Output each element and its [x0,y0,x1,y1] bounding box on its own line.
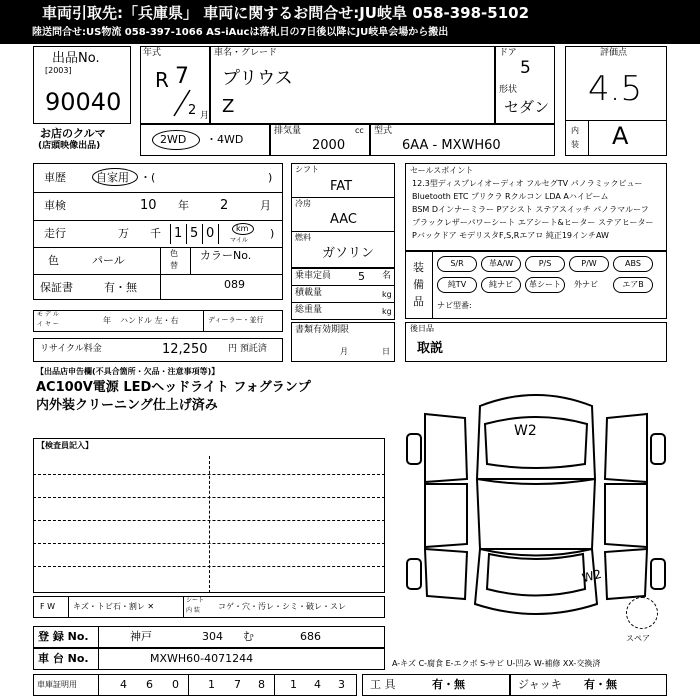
equip-pw: P/W [569,256,609,272]
cert-digit-4: 1 [208,678,215,691]
doc-expiry-month: 月 [340,347,348,356]
header-line2: 陸送問合せ:US物流 058-397-1066 AS-iAucは落札日の7日後以降にJU岐阜会場から搬出 [32,27,449,38]
later-items-box [405,322,667,362]
history-label: 車歴 [44,171,66,184]
color-code: 089 [224,278,245,291]
door-label: ドア [499,48,517,58]
sales-point-line-4: ブラックレザーパワーシート エアシート&ヒーター ステアヒーター [412,218,654,227]
equip-leather-aw: 革A/W [481,256,521,272]
later-items-label: 後日品 [410,324,434,333]
dealer-notes-line-2: 内外装クリーニング仕上げ済み [36,398,218,413]
aircon-label: 冷房 [295,199,311,208]
shop-video-label: (店頭映像出品) [38,141,101,151]
doc-expiry-label: 書類有効期限 [295,325,350,335]
inspection-year: 10 [140,198,157,213]
lot-number: 90040 [45,88,122,116]
color-code-label: カラーNo. [200,249,252,262]
shape-value: セダン [504,98,550,116]
year-era: R [155,68,169,92]
interior-label-1: 内 [571,126,579,135]
mileage-unit-mile: マイル [230,237,248,244]
mileage-digit-3: 0 [206,226,215,241]
gross-unit: kg [382,307,392,316]
sales-point-line-5: Pバックドア モデリスタF,S,Rエアロ 純正19インチAW [412,231,609,240]
score-label: 評価点 [600,48,628,58]
header-line1: 車両引取先:「兵庫県」 車両に関するお問合せ:JU岐阜 058-398-5102 [42,4,530,22]
dealer-value: ディーラー・並行 [208,316,264,324]
load-label: 積載量 [295,288,323,298]
drive-other: ・4WD [206,133,244,146]
shift-value: FAT [330,179,353,194]
displacement-label: 排気量 [274,126,302,136]
shop-car-label: お店のクルマ [40,127,106,140]
capacity-label: 乗車定員 [295,271,332,281]
color-change-label-1: 色 [170,249,178,258]
equipment-label-3: 品 [413,295,424,308]
cert-digit-9: 3 [338,678,345,691]
mileage-man: 万 [118,227,129,240]
equip-sr: S/R [437,256,477,272]
cert-digit-5: 7 [234,678,241,691]
model-year-unit: 年 [103,316,111,325]
fw-values: キズ・トビ石・割レ ✕ [73,602,155,611]
damage-mark-rear: W2 [580,566,603,586]
cert-digit-2: 6 [146,678,153,691]
lot-sub: [2003] [45,66,72,75]
navi-model-label: ナビ型番: [437,301,472,310]
year-label: 年式 [143,48,162,58]
door-value: 5 [520,58,531,78]
warranty-value: 有・無 [104,281,137,294]
equipment-label-1: 装 [413,261,424,274]
dealer-notes-line-1: AC100V電源 LEDヘッドライト フォグランプ [36,380,311,395]
jack-value: 有・無 [584,678,617,691]
inspection-label: 車検 [44,199,66,212]
mileage-digit-2: 5 [190,226,199,241]
lot-label: 出品No. [52,51,100,66]
handle-value: ハンドル 左・右 [120,316,179,325]
jack-label: ジャッキ [518,678,562,691]
shape-label: 形状 [499,85,518,95]
load-unit: kg [382,290,392,299]
spare-tire-icon [626,597,658,629]
equip-abs: ABS [613,256,653,272]
year-month: 2 [188,103,197,118]
dealer-notes-label: 【出品店申告欄(不具合箇所・欠品・注意事項等)】 [36,367,220,376]
equip-genuine-tv: 純TV [437,277,477,293]
doc-expiry-day: 日 [382,347,390,356]
shift-label: シフト [295,165,319,174]
cert-label: 車庫証明用 [37,680,77,689]
equip-airbag: エアB [613,277,653,293]
cert-digit-1: 4 [120,678,127,691]
inspection-month: 2 [220,198,229,213]
model-name: プリウス [222,68,293,89]
equip-genuine-navi: 純ナビ [481,277,521,293]
capacity-unit: 名 [382,271,392,281]
chassis-label: 車 台 No. [38,652,89,665]
chassis-value: MXWH60-4071244 [150,652,254,665]
history-close: ) [268,171,273,184]
model-label: 車名・グレード [214,48,278,58]
fuel-value: ガソリン [322,246,375,261]
year-month-unit: 月 [200,111,210,121]
spare-label: スペア [626,634,650,643]
seat-values: コゲ・穴・汚レ・シミ・破レ・スレ [218,602,346,611]
registration-class: 304 [202,630,223,643]
color-label: 色 [48,254,59,267]
recycle-value: 12,250 [162,342,208,357]
inspection-month-unit: 月 [260,199,271,212]
cert-digit-7: 1 [290,678,297,691]
registration-number: 686 [300,630,321,643]
equip-leather-seat: 革シート [525,277,565,293]
tools-label: 工 具 [370,678,396,691]
mileage-label: 走行 [44,227,66,240]
cert-row [33,674,357,696]
registration-label: 登 録 No. [38,630,89,643]
gross-label: 総重量 [295,305,323,315]
seat-label-2: 内 装 [186,607,200,614]
recycle-unit: 円 預託済 [228,344,267,354]
cert-digit-6: 8 [258,678,265,691]
model-year-label-1: モ デ ル [37,311,59,318]
registration-kana: む [243,630,254,643]
mileage-unit-km: km [236,224,249,233]
score-value: 4.5 [588,69,643,109]
recycle-label: リサイクル料金 [40,344,102,354]
displacement-value: 2000 [312,138,346,153]
capacity-value: 5 [358,270,365,283]
equipment-label-2: 備 [413,278,424,291]
type-label: 型式 [374,126,393,136]
equip-ps: P/S [525,256,565,272]
history-selected: 自家用 [96,171,129,184]
inspection-year-unit: 年 [178,199,189,212]
mileage-close: ) [270,227,275,240]
aircon-value: AAC [330,212,357,227]
displacement-unit: cc [355,126,364,135]
warranty-label: 保証書 [40,281,73,294]
cert-digit-8: 4 [314,678,321,691]
color-change-label-2: 替 [170,261,178,270]
mileage-sen: 千 [150,227,161,240]
drive-selected: 2WD [160,133,187,146]
damage-legend: A-キズ C-腐食 E-エクボ S-サビ U-凹み W-補修 XX-交換済 [392,659,601,668]
mileage-digit-1: 1 [174,226,183,241]
registration-place: 神戸 [130,630,152,643]
model-year-label-2: イ ヤ ー [37,321,59,328]
color-value: パール [92,254,125,267]
sales-point-line-1: 12.3型ディスプレイオーディオ フルセグTV パノラミックビュー [412,179,643,188]
fw-label: F W [40,602,56,611]
fuel-label: 燃料 [295,233,311,242]
inspector-label: 【検査員記入】 [37,441,93,450]
interior-score: A [612,122,629,150]
year-value: 7 [175,64,189,89]
sales-point-line-2: Bluetooth ETC プリクラ Rクルコン LDA Aハイビーム [412,192,609,201]
seat-label-1: シート [186,597,205,604]
model-grade: Z [222,96,235,117]
tools-value: 有・無 [432,678,465,691]
type-value: 6AA - MXWH60 [402,138,501,153]
sales-points-label: セールスポイント [410,166,474,175]
sales-point-line-3: BSM Dインナーミラー Pアシスト ステアスイッチ パノラマルーフ [412,205,649,214]
damage-mark-roof: W2 [514,423,537,439]
interior-label-2: 装 [571,140,579,149]
equip-aftermarket-navi: 外ナビ [574,280,598,289]
later-items-value: 取説 [417,341,444,356]
history-rest: ・( [140,171,156,184]
cert-digit-3: 0 [172,678,179,691]
